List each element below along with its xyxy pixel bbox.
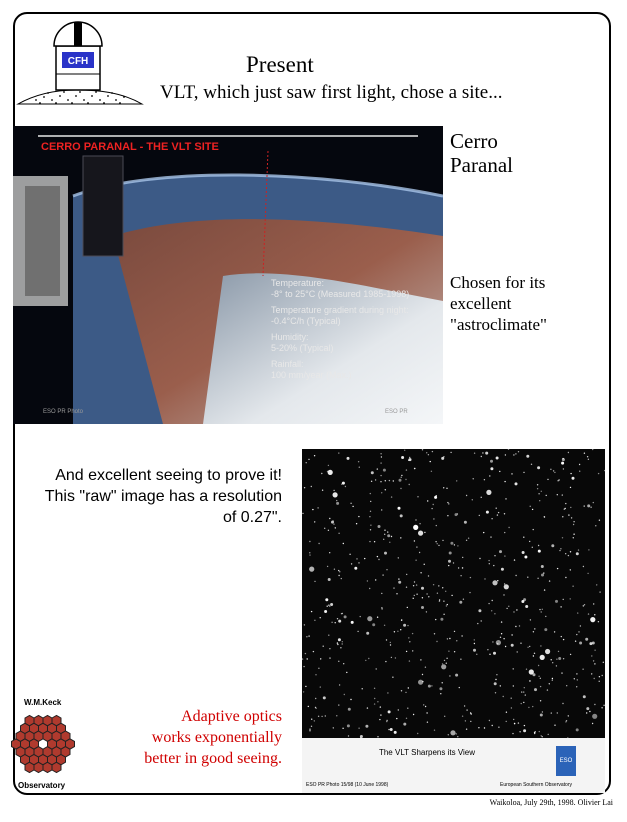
star-photo-credit-left: ESO PR Photo 15/98 (10 June 1998) <box>306 782 389 788</box>
keck-logo-top: W.M.Keck <box>24 698 62 707</box>
site-name-line1: Cerro <box>450 129 498 153</box>
seeing-text <box>45 465 282 528</box>
star-photo-credit-right: European Southern Observatory <box>500 782 572 788</box>
stat-value: -0.4°C/h (Typical) <box>271 316 341 326</box>
site-reason-line3: "astroclimate" <box>450 315 547 334</box>
seeing-line2: This "raw" image has a resolution <box>44 488 282 505</box>
stat-label: Temperature: <box>271 278 325 288</box>
footer-credit: Waikoloa, July 29th, 1998. Olivier Lai <box>489 798 613 807</box>
adaptive-optics-text <box>144 706 282 769</box>
stat-label: Temperature gradient during night: <box>271 305 409 315</box>
site-photo-credit-left: ESO PR Photo <box>43 409 84 415</box>
stat-value: 5-20% (Typical) <box>271 343 334 353</box>
keck-logo-bottom: Observatory <box>18 781 66 790</box>
site-photo-credit-right: ESO PR <box>385 409 408 415</box>
site-banner: CERRO PARANAL - THE VLT SITE <box>41 141 219 153</box>
ao-line2: works exponentially <box>151 729 282 746</box>
stat-value: -8° to 25°C (Measured 1985-1998) <box>271 289 410 299</box>
star-photo-caption-area <box>302 738 605 793</box>
slide-title: Present <box>246 52 314 77</box>
site-reason-line2: excellent <box>450 294 512 313</box>
ao-line1: Adaptive optics <box>181 708 282 725</box>
site-stats <box>271 278 409 381</box>
eso-logo: ESO <box>556 746 576 776</box>
cfh-logo-text: CFH <box>67 56 89 67</box>
star-photo-caption: The VLT Sharpens its View <box>378 748 476 757</box>
ao-line3: better in good seeing. <box>144 750 282 767</box>
cerro-paranal-photo <box>13 126 443 424</box>
stat-value: 100 mm/year (Max.) <box>271 370 352 380</box>
seeing-line3: of 0.27". <box>222 509 282 526</box>
site-reason-line1: Chosen for its <box>450 273 546 292</box>
keck-mirror-logo <box>10 710 76 780</box>
stat-label: Rainfall: <box>271 359 304 369</box>
cfh-logo <box>16 12 146 112</box>
stat-label: Humidity: <box>271 332 309 342</box>
site-name <box>450 129 513 177</box>
star-field-photo <box>302 449 605 738</box>
site-name-line2: Paranal <box>450 153 513 177</box>
seeing-line1: And excellent seeing to prove it! <box>55 467 282 484</box>
slide-subtitle: VLT, which just saw first light, chose a site... <box>160 82 503 103</box>
site-reason <box>450 272 547 335</box>
